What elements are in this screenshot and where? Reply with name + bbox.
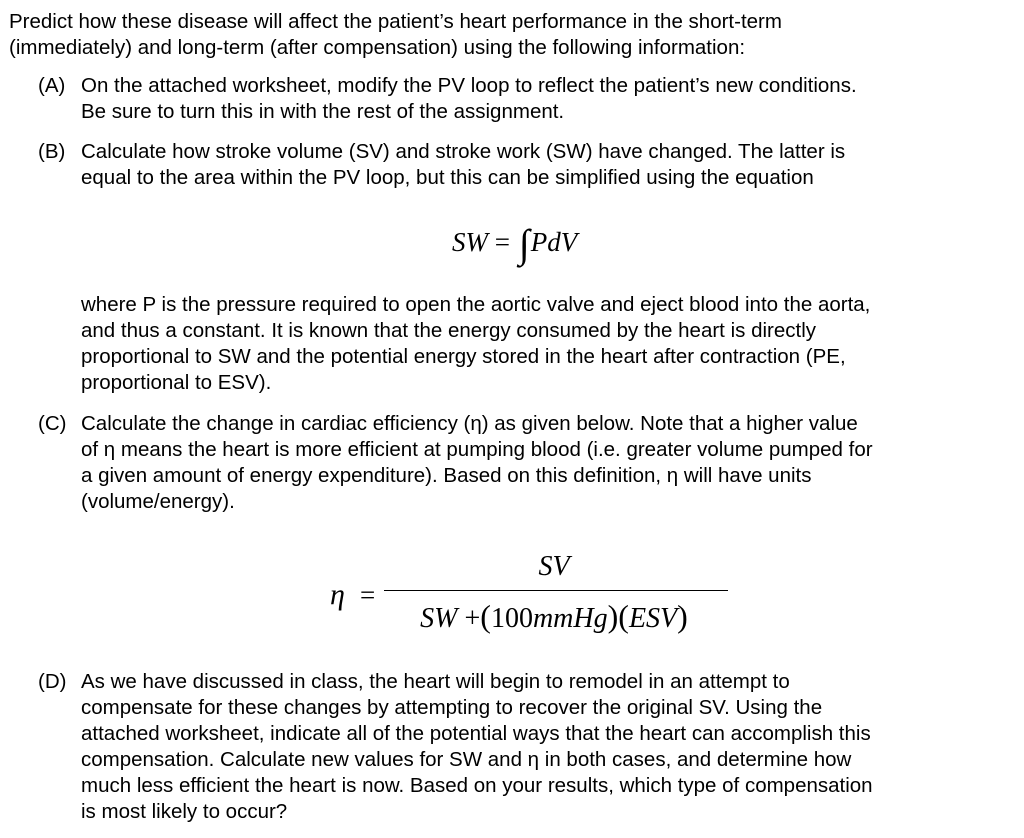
den-esv: ESV: [628, 603, 678, 634]
den-constant: 100: [490, 603, 533, 634]
item-b-line-1: Calculate how stroke volume (SV) and stroke work (SW) have changed. The latter is: [81, 140, 846, 163]
item-d-label: (D): [38, 670, 67, 693]
intro-line-2: (immediately) and long-term (after compensation) using the following information:: [9, 36, 746, 59]
item-a-line-1: On the attached worksheet, modify the PV loop to reflect the patient’s new conditions.: [81, 74, 857, 97]
den-close-paren-1: ): [607, 598, 619, 634]
item-d-line-3: attached worksheet, indicate all of the potential ways that the heart can accomplish this: [81, 722, 871, 745]
item-d: [38, 669, 998, 825]
eta-numerator: SV: [538, 551, 570, 582]
item-d-line-4: compensation. Calculate new values for SW and η in both cases, and determine how: [81, 748, 852, 771]
item-a-label: (A): [38, 74, 66, 97]
integral-sign: ∫: [518, 221, 530, 266]
eta-lhs: η: [330, 578, 345, 611]
den-units: mmHg: [532, 603, 608, 634]
item-b-cont-line-3: proportional to SW and the potential energy stored in the heart after contraction (PE,: [81, 345, 846, 368]
problem-intro: [9, 9, 1009, 61]
den-close-paren-2: ): [677, 598, 688, 634]
den-sw: SW: [420, 603, 458, 634]
item-d-line-5: much less efficient the heart is now. Based on your results, which type of compensation: [81, 774, 873, 797]
item-d-line-2: compensate for these changes by attempting to recover the original SV. Using the: [81, 696, 823, 719]
sw-lhs: SW: [452, 227, 488, 257]
item-b-cont-line-4: proportional to ESV).: [81, 371, 272, 394]
item-a-line-2: Be sure to turn this in with the rest of the assignment.: [81, 100, 565, 123]
stroke-work-equation: [452, 222, 577, 264]
sw-integrand: PdV: [530, 227, 578, 257]
item-c-label: (C): [38, 412, 67, 435]
item-a: [38, 73, 998, 125]
item-c-line-3: a given amount of energy expenditure). Based on this definition, η will have units: [81, 464, 812, 487]
eta-equals: =: [360, 580, 376, 610]
item-b-cont-line-1: where P is the pressure required to open the aortic valve and eject blood into the aorta,: [81, 293, 871, 316]
item-c-line-4: (volume/energy).: [81, 490, 235, 513]
eta-denominator: [380, 596, 728, 639]
den-plus: +: [464, 603, 481, 634]
efficiency-equation: [330, 548, 750, 648]
item-c-line-1: Calculate the change in cardiac efficiency (η) as given below. Note that a higher value: [81, 412, 858, 435]
item-b-label: (B): [38, 140, 66, 163]
fraction-bar: [384, 590, 728, 591]
den-open-paren-2: (: [618, 598, 629, 634]
item-b-continued: [38, 292, 998, 396]
sw-equals: =: [494, 227, 510, 257]
item-b-line-2: equal to the area within the PV loop, but this can be simplified using the equation: [81, 166, 814, 189]
intro-line-1: Predict how these disease will affect the patient’s heart performance in the short-term: [9, 10, 782, 33]
item-b-cont-line-2: and thus a constant. It is known that the energy consumed by the heart is directly: [81, 319, 816, 342]
item-c: [38, 411, 998, 515]
den-open-paren-1: (: [480, 598, 491, 634]
item-d-line-6: is most likely to occur?: [81, 800, 288, 823]
item-d-line-1: As we have discussed in class, the heart will begin to remodel in an attempt to: [81, 670, 790, 693]
item-c-line-2: of η means the heart is more efficient at pumping blood (i.e. greater volume pumped for: [81, 438, 873, 461]
item-b: [38, 139, 998, 191]
